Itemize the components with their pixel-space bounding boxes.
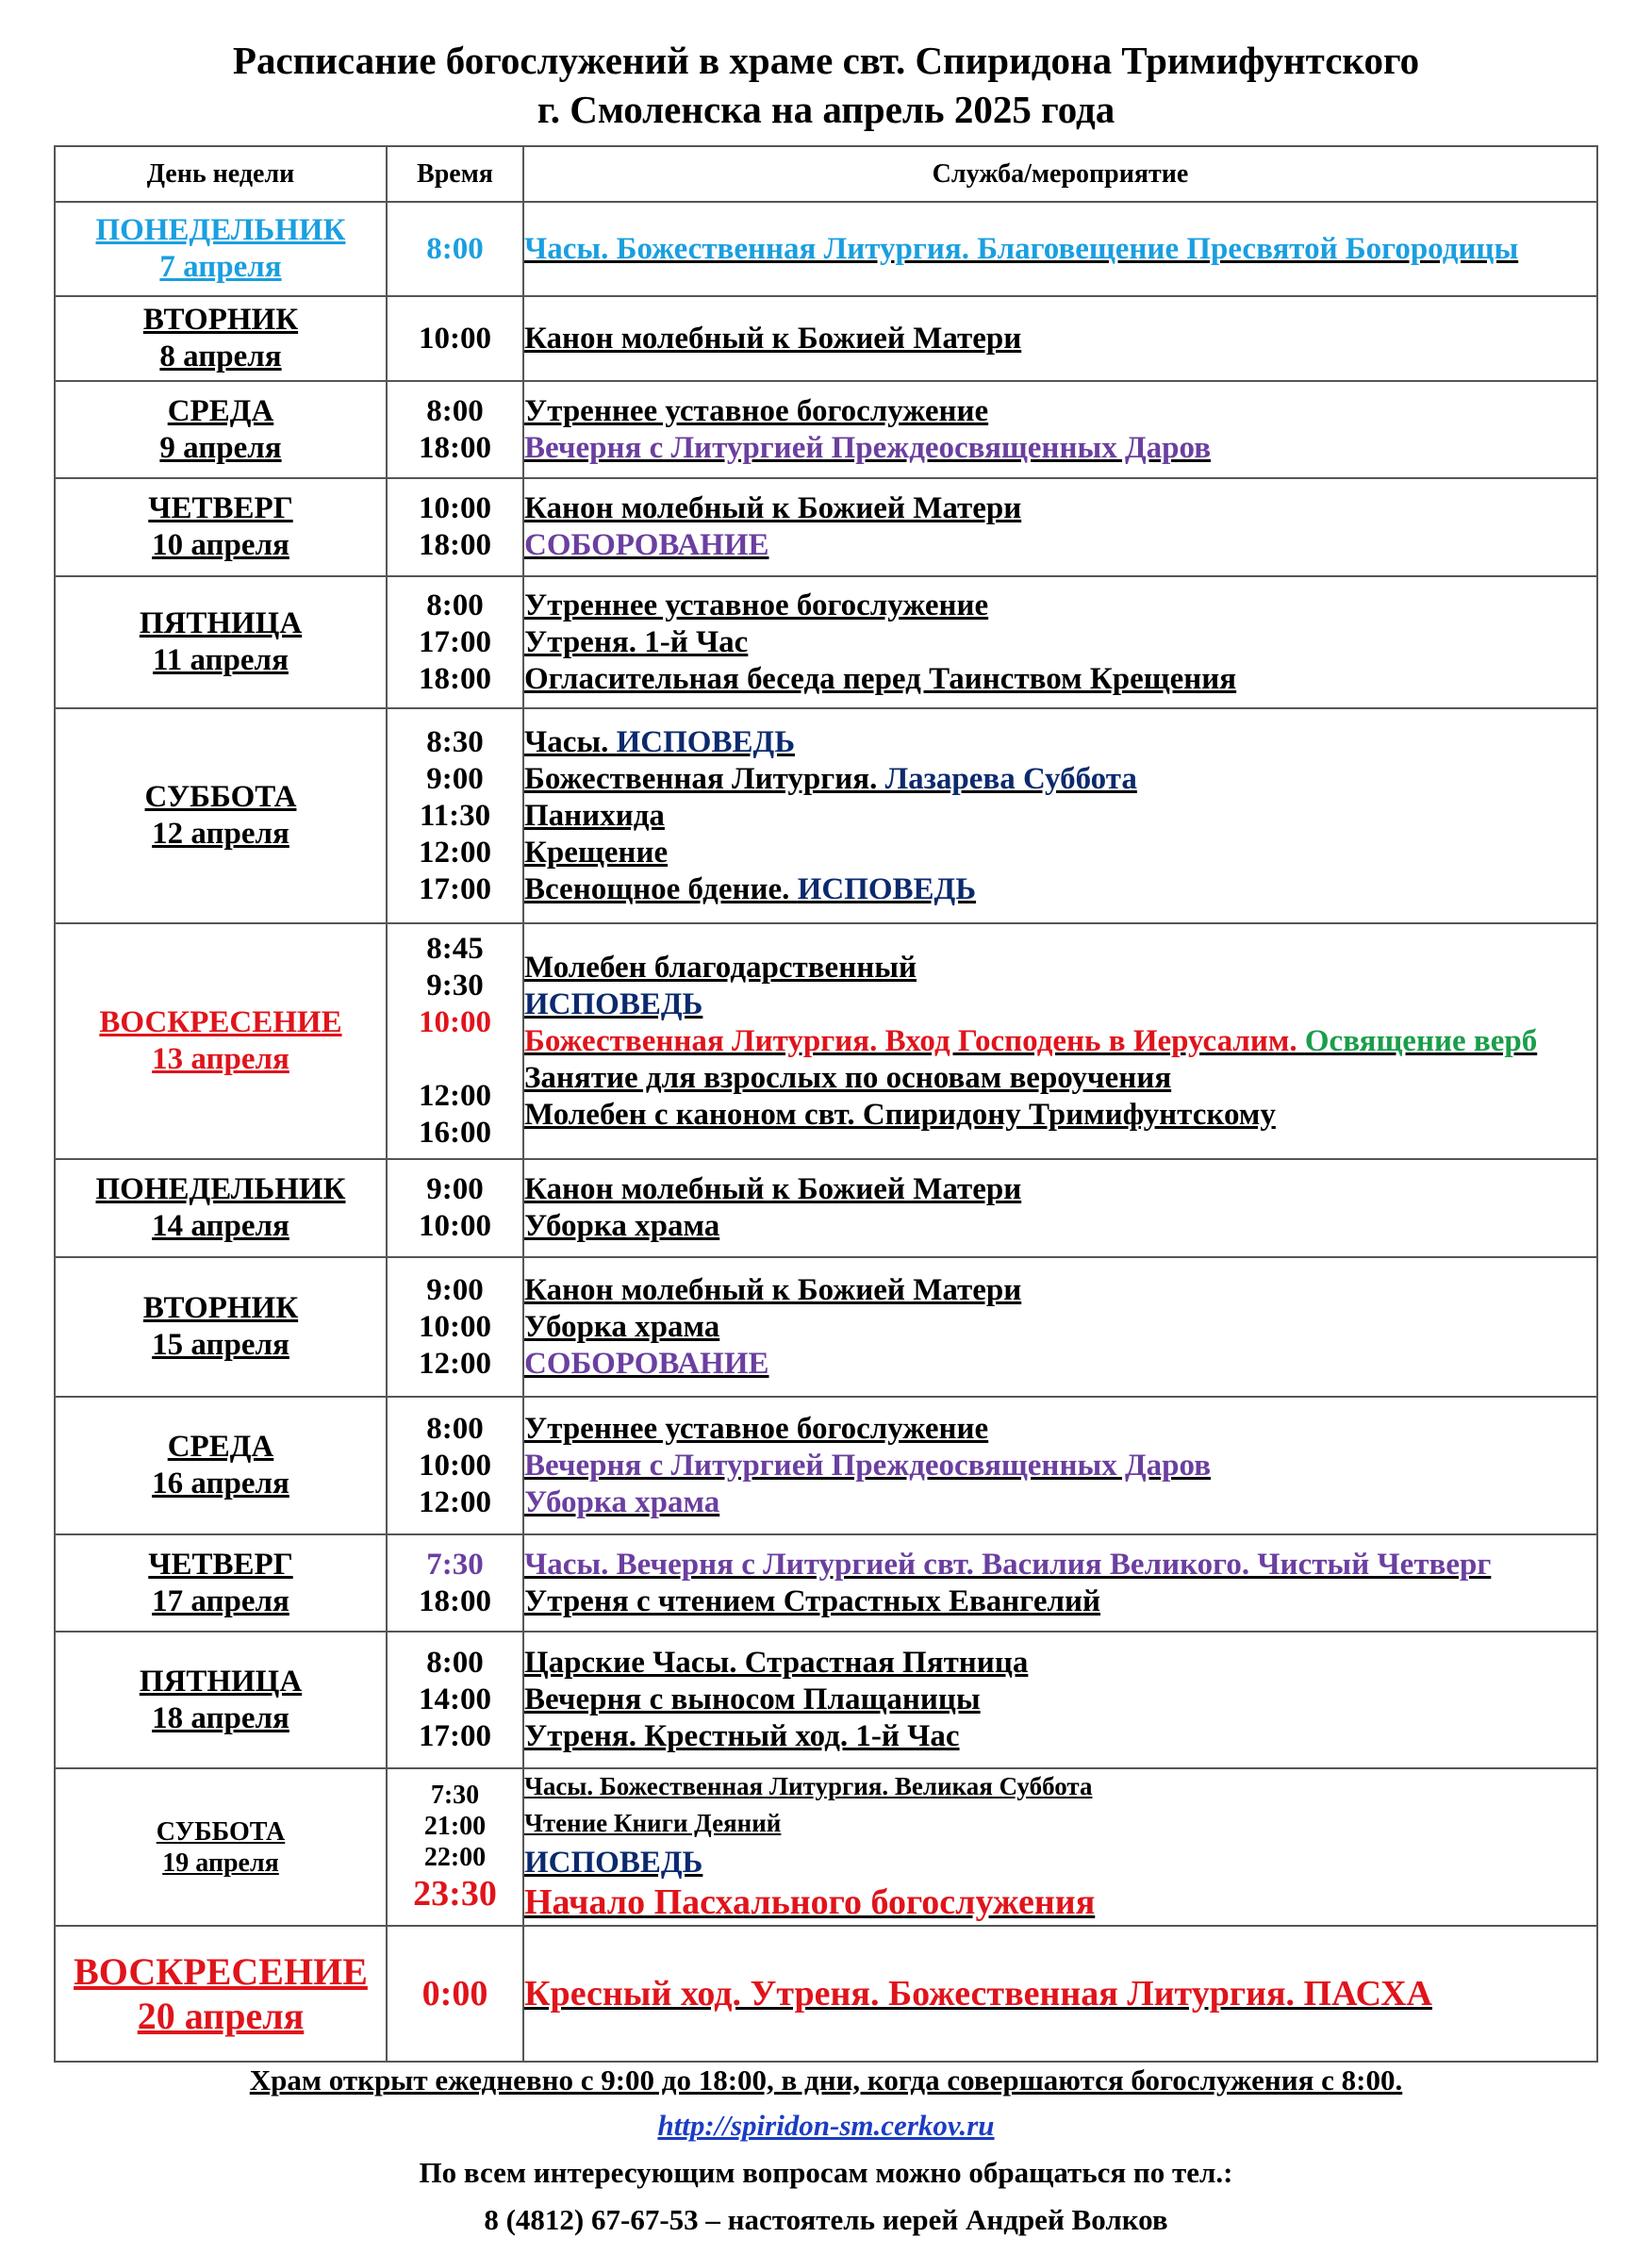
service-line [524,1845,1596,1881]
weekday-label: ЧЕТВЕРГ [148,1547,293,1582]
weekday-label: ВОСКРЕСЕНИЕ [74,1950,368,1993]
service-text: Всенощное бдение. [524,871,798,906]
service-text: Уборка храма [524,1209,720,1243]
day-cell [55,1632,387,1768]
time-cell [387,381,523,478]
time-value: 0:00 [421,1973,488,2014]
service-text: Утреннее уставное богослужение [524,393,989,428]
service-line [524,761,1596,798]
date-label: 14 апреля [152,1209,289,1243]
service-text: Молебен благодарственный [524,950,917,985]
table-row [55,1397,1597,1534]
service-text: Канон молебный к Божией Матери [524,1272,1022,1307]
time-cell [387,1534,523,1632]
time-cell [387,1926,523,2062]
time-value [388,1041,522,1078]
service-text: Божественная Литургия. [524,761,885,796]
service-text: Огласительная беседа перед Таинством Крещения [524,661,1237,696]
service-line [524,1208,1596,1245]
date-label: 20 апреля [137,1995,305,2037]
footer-questions: По всем интересующим вопросам можно обращаться по тел.: [419,2156,1233,2189]
time-value: 16:00 [419,1116,491,1150]
service-line [524,1097,1596,1134]
time-value: 8:30 [426,724,484,759]
service-text: Уборка храма [524,1484,720,1519]
service-cell [523,1926,1597,2062]
table-row [55,1632,1597,1768]
service-line [524,986,1596,1023]
service-text: Утреня с чтением Страстных Евангелий [524,1583,1101,1618]
time-cell [387,296,523,381]
service-line [524,1272,1596,1309]
table-row [55,576,1597,708]
schedule-table [54,145,1598,2063]
service-line [524,798,1596,835]
time-cell [387,923,523,1159]
page-title [0,36,1652,134]
weekday-label: СРЕДА [167,393,274,428]
service-cell [523,1768,1597,1926]
header-service: Служба/мероприятие [523,146,1597,202]
service-line [524,430,1596,467]
table-row [55,1159,1597,1257]
time-cell [387,1159,523,1257]
service-text: Вечерня с Литургией Преждеосвященных Даров [524,430,1212,465]
service-line [524,1718,1596,1755]
time-value: 12:00 [419,1346,491,1381]
service-line [524,1547,1596,1583]
day-cell [55,576,387,708]
time-value: 9:00 [426,1272,484,1307]
time-value: 8:45 [426,932,484,966]
service-text: Часы. Вечерня с Литургией свт. Василия Великого. Чистый Четверг [524,1547,1492,1582]
time-value: 18:00 [419,1583,491,1618]
service-text: Занятие для взрослых по основам вероучения [524,1060,1172,1095]
weekday-label: ВОСКРЕСЕНИЕ [99,1005,342,1039]
weekday-label: СУББОТА [156,1816,286,1847]
table-row [55,1534,1597,1632]
date-label: 17 апреля [152,1583,289,1618]
service-line [524,588,1596,624]
service-line [524,321,1596,357]
time-value: 17:00 [419,871,491,906]
service-text: Часы. Божественная Литургия. Великая Суббота [524,1771,1093,1800]
time-value: 7:30 [426,1547,484,1582]
service-text: Часы. Божественная Литургия. Благовещение Пресвятой Богородицы [524,231,1519,266]
time-value: 8:00 [426,231,484,266]
weekday-label: ПЯТНИЦА [139,606,303,640]
service-line [524,1771,1596,1808]
time-value: 14:00 [419,1682,491,1716]
date-label: 15 апреля [152,1328,289,1362]
service-line [524,724,1596,761]
time-value: 17:00 [419,1719,491,1753]
service-text: Утреня. 1-й Час [524,624,749,659]
time-value: 21:00 [423,1811,487,1841]
service-line [524,1346,1596,1383]
service-text: ИСПОВЕДЬ [524,986,703,1021]
date-label: 19 апреля [162,1848,279,1878]
time-cell [387,576,523,708]
weekday-label: ВТОРНИК [142,303,299,337]
time-value: 12:00 [419,835,491,870]
weekday-label: ЧЕТВЕРГ [148,491,293,525]
table-header-row [55,146,1597,202]
date-label: 11 апреля [153,643,289,677]
day-cell [55,296,387,381]
service-line [524,661,1596,698]
date-label: 10 апреля [152,528,289,562]
service-line [524,1171,1596,1208]
service-cell [523,1397,1597,1534]
service-cell [523,202,1597,296]
time-value: 10:00 [419,491,491,525]
service-text: Молебен с каноном свт. Спиридону Тримифунтскому [524,1097,1276,1132]
service-text: Крещение [524,835,669,870]
weekday-label: ВТОРНИК [142,1291,299,1325]
footer-hours: Храм открыт ежедневно с 9:00 до 18:00, в дни, когда совершаются богослужения с 8:00. [249,2063,1403,2097]
date-label: 13 апреля [152,1042,289,1076]
day-cell [55,1257,387,1397]
time-value: 10:00 [419,1209,491,1243]
service-text: Панихида [524,798,665,833]
service-line [524,1060,1596,1097]
time-value: 8:00 [426,1646,484,1680]
service-line [524,1023,1596,1060]
service-text: Начало Пасхального богослужения [524,1881,1096,1922]
service-cell [523,708,1597,923]
time-value: 10:00 [419,321,491,356]
service-text: ИСПОВЕДЬ [524,1845,703,1880]
service-text: Чтение Книги Деяний [524,1808,782,1837]
service-line [524,1808,1596,1845]
time-value: 9:00 [426,761,484,796]
weekday-label: СРЕДА [167,1430,274,1464]
weekday-label: ПОНЕДЕЛЬНИК [95,213,346,247]
service-cell [523,576,1597,708]
time-value: 7:30 [430,1780,480,1810]
table-row [55,478,1597,576]
weekday-label: СУББОТА [144,780,297,814]
time-value: 22:00 [423,1842,487,1872]
day-cell [55,1534,387,1632]
day-cell [55,478,387,576]
date-label: 8 апреля [159,340,282,373]
time-value: 8:00 [426,393,484,428]
day-cell [55,381,387,478]
header-time: Время [387,146,523,202]
service-text: Часы. [524,724,617,759]
time-cell [387,478,523,576]
service-line [524,950,1596,986]
day-cell [55,1159,387,1257]
date-label: 18 апреля [152,1700,289,1735]
time-value: 23:30 [413,1873,497,1914]
date-label: 9 апреля [159,430,282,465]
table-row [55,1926,1597,2062]
service-line [524,1309,1596,1346]
service-line [524,527,1596,564]
service-text: Утреннее уставное богослужение [524,588,989,622]
service-line [524,624,1596,661]
title-line-1: Расписание богослужений в храме свт. Спиридона Тримифунтского [232,39,1420,82]
time-value: 18:00 [419,430,491,465]
time-value: 10:00 [419,1005,491,1039]
time-value: 18:00 [419,528,491,562]
date-label: 7 апреля [159,250,282,284]
service-line [524,393,1596,430]
service-line [524,1583,1596,1620]
service-cell [523,381,1597,478]
time-value: 10:00 [419,1448,491,1483]
table-row [55,708,1597,923]
table-row [55,202,1597,296]
title-line-2: г. Смоленска на апрель 2025 года [537,88,1115,131]
header-day: День недели [55,146,387,202]
time-cell [387,1397,523,1534]
time-value: 8:00 [426,1411,484,1446]
time-value: 17:00 [419,624,491,659]
service-text: ИСПОВЕДЬ [797,871,977,906]
time-cell [387,1257,523,1397]
time-value: 10:00 [419,1309,491,1344]
service-line [524,1973,1596,2015]
day-cell [55,202,387,296]
time-cell [387,1632,523,1768]
service-cell [523,478,1597,576]
time-value: 9:30 [426,969,484,1003]
service-text: Утреннее уставное богослужение [524,1411,989,1446]
service-text: ИСПОВЕДЬ [616,724,796,759]
footer-contact: 8 (4812) 67-67-53 – настоятель иерей Андрей Волков [484,2203,1168,2236]
service-line [524,835,1596,871]
service-cell [523,923,1597,1159]
service-line [524,1411,1596,1448]
weekday-label: ПЯТНИЦА [139,1664,303,1699]
table-row [55,381,1597,478]
day-cell [55,1768,387,1926]
time-value: 18:00 [419,661,491,696]
time-value: 11:30 [419,798,491,833]
service-text: Канон молебный к Божией Матери [524,321,1022,356]
service-cell [523,296,1597,381]
service-cell [523,1159,1597,1257]
service-text: Канон молебный к Божией Матери [524,491,1022,525]
service-text: Вечерня с выносом Плащаницы [524,1682,981,1716]
service-line [524,1645,1596,1682]
weekday-label: ПОНЕДЕЛЬНИК [95,1172,346,1206]
date-label: 16 апреля [152,1467,289,1500]
service-text: Вечерня с Литургией Преждеосвященных Даров [524,1448,1212,1483]
service-cell [523,1257,1597,1397]
date-label: 12 апреля [152,817,289,851]
schedule-body [55,202,1597,2062]
time-value: 12:00 [419,1079,491,1113]
service-text: Канон молебный к Божией Матери [524,1172,1022,1206]
time-value: 8:00 [426,588,484,622]
footer-url-link[interactable]: http://spiridon-sm.cerkov.ru [657,2109,995,2142]
service-line [524,871,1596,908]
time-cell [387,708,523,923]
table-row [55,1768,1597,1926]
table-row [55,923,1597,1159]
table-row [55,296,1597,381]
service-line [524,231,1596,268]
day-cell [55,1397,387,1534]
service-text: Уборка храма [524,1309,720,1344]
service-line [524,1484,1596,1521]
table-row [55,1257,1597,1397]
service-line [524,1682,1596,1718]
service-text: Лазарева Суббота [884,761,1137,796]
service-line [524,490,1596,527]
service-text: Кресный ход. Утреня. Божественная Литургия. ПАСХА [524,1973,1432,2014]
day-cell [55,923,387,1159]
service-text: Божественная Литургия. Вход Господень в Иерусалим. [524,1023,1305,1058]
service-line [524,1881,1596,1924]
time-cell [387,202,523,296]
time-value: 12:00 [419,1484,491,1519]
service-text: Освящение верб [1304,1023,1538,1058]
time-value: 9:00 [426,1172,484,1206]
day-cell [55,708,387,923]
service-text: СОБОРОВАНИЕ [524,528,769,562]
service-text: Утреня. Крестный ход. 1-й Час [524,1719,960,1753]
service-text: СОБОРОВАНИЕ [524,1346,769,1381]
service-line [524,1448,1596,1484]
day-cell [55,1926,387,2062]
service-cell [523,1534,1597,1632]
service-cell [523,1632,1597,1768]
service-text: Царские Часы. Страстная Пятница [524,1646,1029,1680]
time-cell [387,1768,523,1926]
